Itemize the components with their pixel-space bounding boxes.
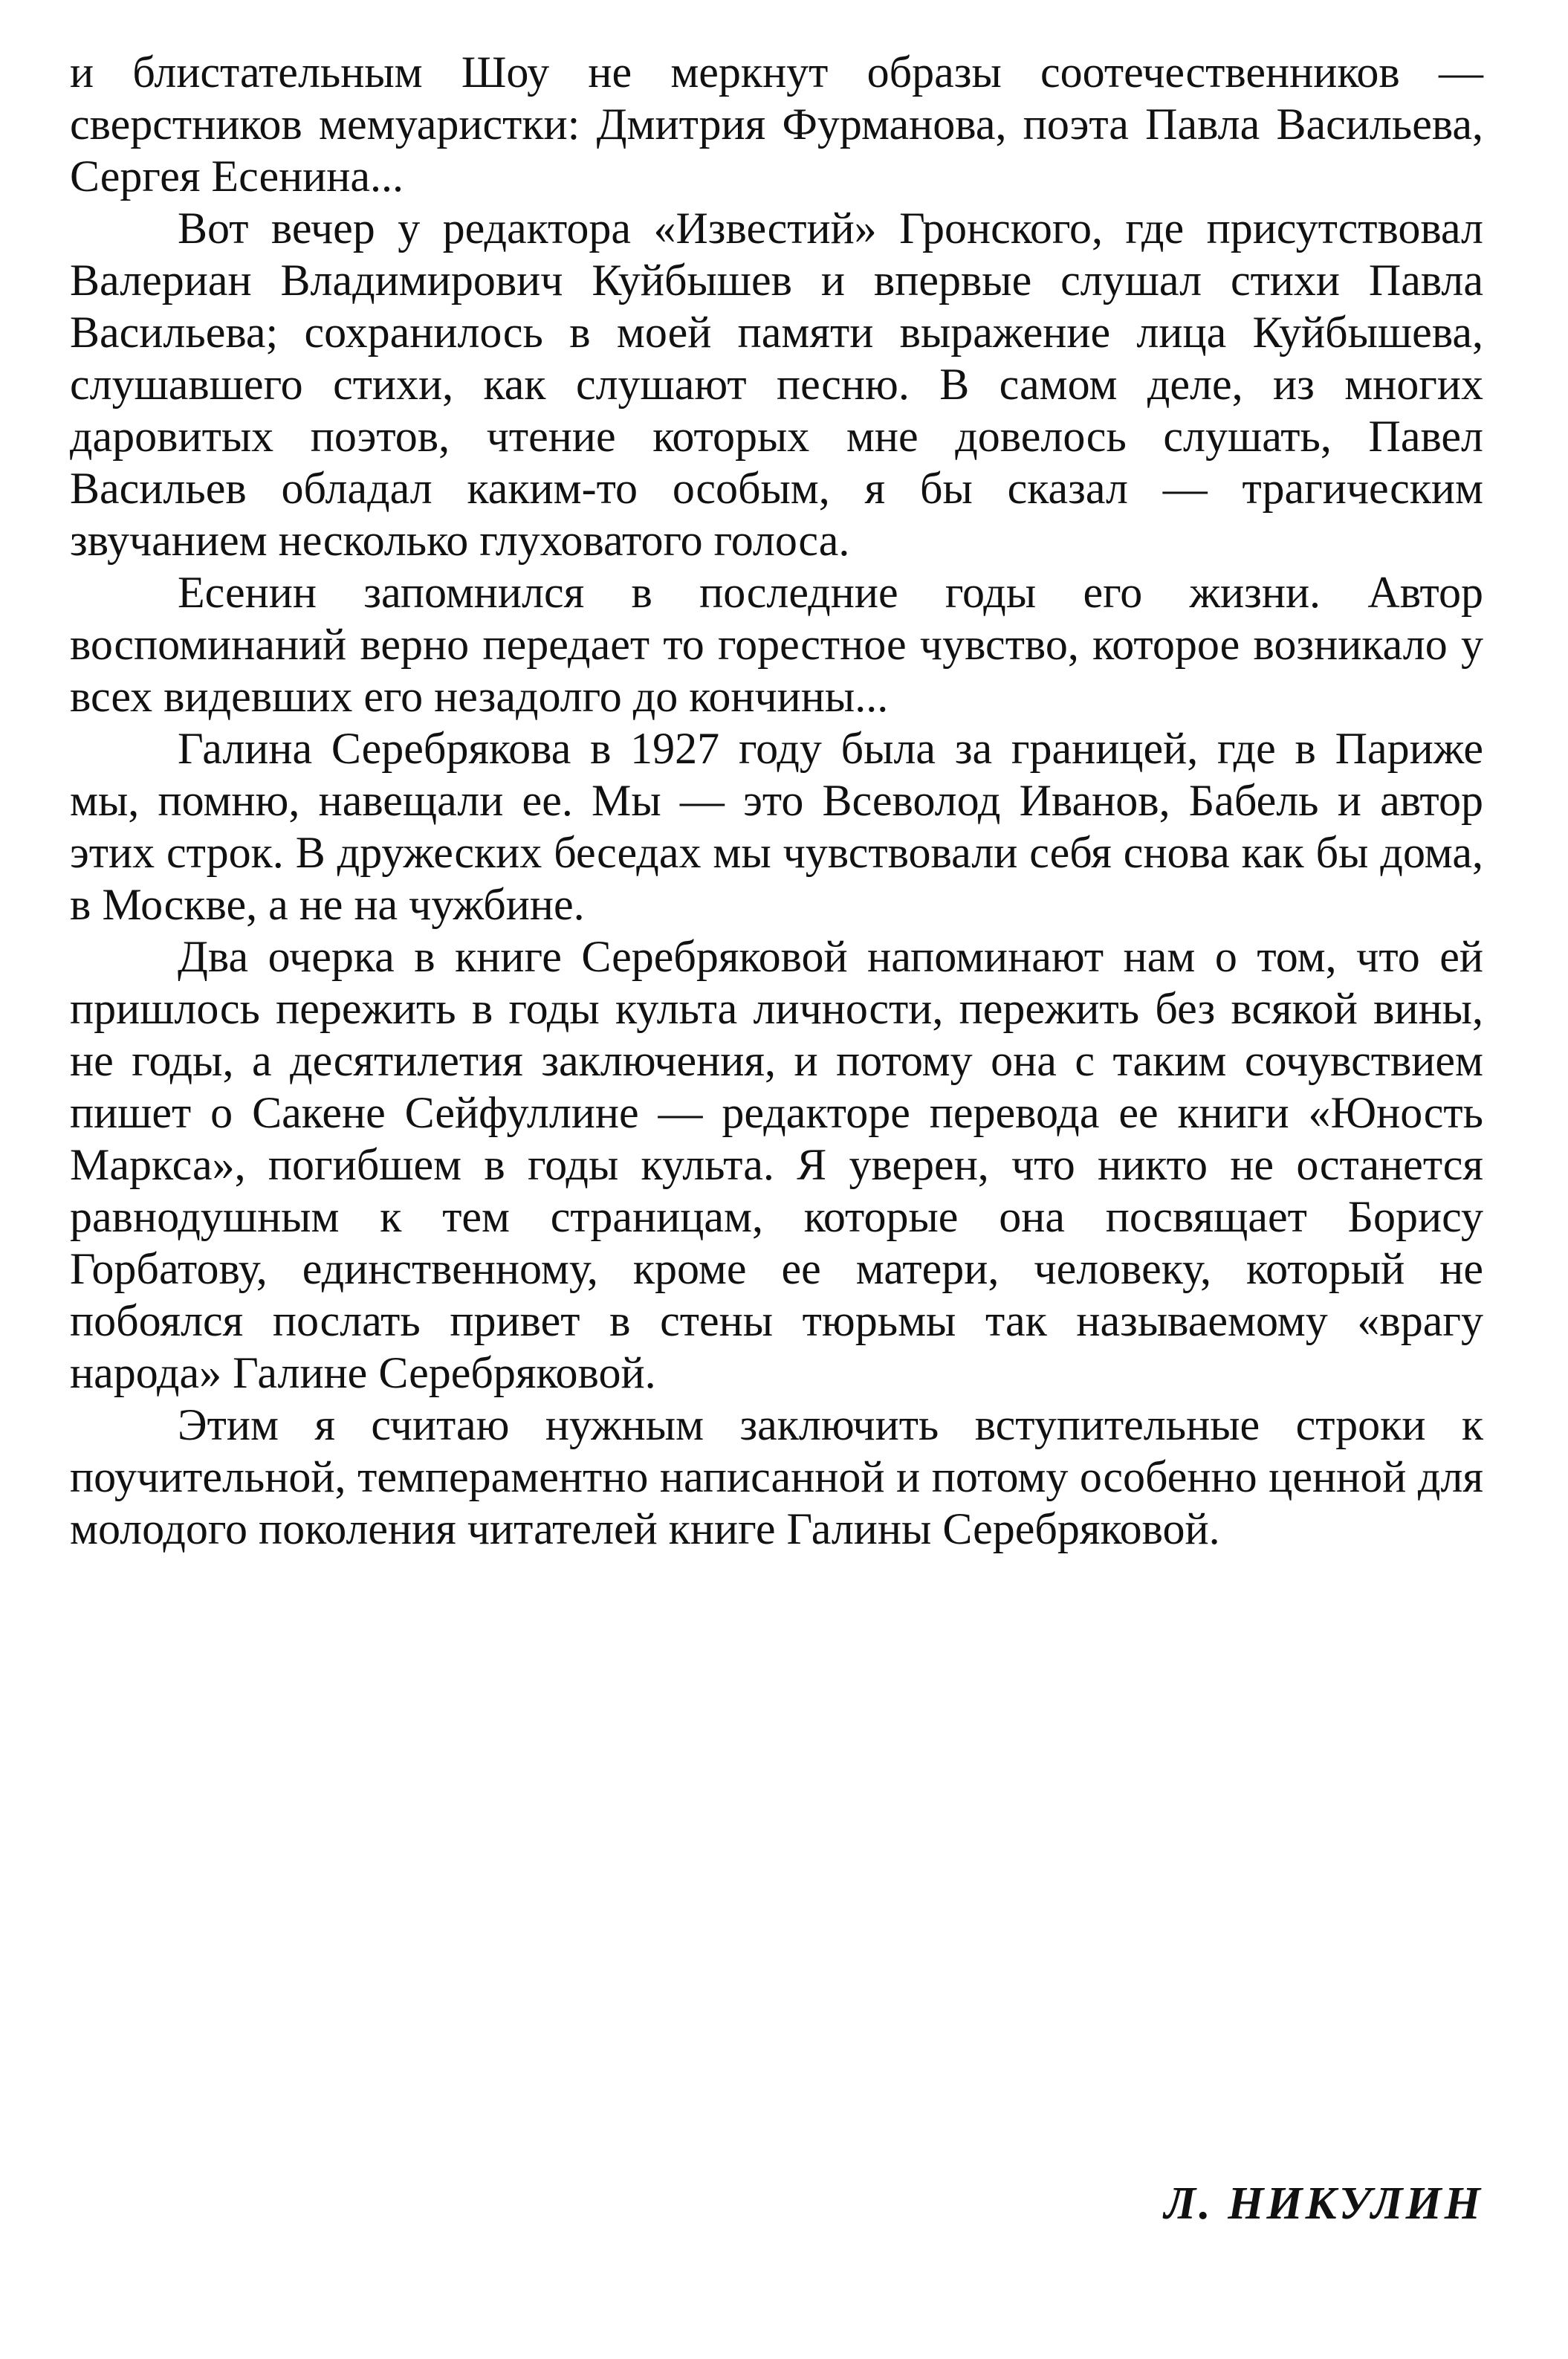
author-signature: Л. НИКУЛИН [1164,2178,1483,2229]
paragraph-6: Этим я считаю нужным заключить вступительные строки к поучительной, темпераментно написанной и потому особенно ценной для молодого поколения читателей книге Галины Серебряковой. [70,1400,1483,1553]
paragraph-1: и блистательным Шоу не меркнут образы соотечественников — сверстников мемуаристки: Дмитрия Фурманова, поэта Павла Васильева, Сергея Есенина... [70,48,1483,201]
paragraph-2: Вот вечер у редактора «Известий» Гронского, где присутствовал Валериан Владимирович Куйбышев и впервые слушал стихи Павла Васильева; сохранилось в моей памяти выражение лица Куйбышева, слушавшего стихи, как слушают песню. В самом деле, из многих даровитых поэтов, чтение которых мне довелось слушать, Павел Васильев обладал каким-то особым, я бы сказал — трагическим звучанием несколько глуховатого голоса. [70,204,1483,565]
paragraph-3: Есенин запомнился в последние годы его жизни. Автор воспоминаний верно передает то горестное чувство, которое возникало у всех видевших его незадолго до кончины... [70,568,1483,721]
paragraph-4: Галина Серебрякова в 1927 году была за границей, где в Париже мы, помню, навещали ее. Мы — это Всеволод Иванов, Бабель и автор этих строк. В дружеских беседах мы чувствовали себя снова как бы дома, в Москве, а не на чужбине. [70,724,1483,929]
paragraph-5: Два очерка в книге Серебряковой напоминают нам о том, что ей пришлось пережить в годы культа личности, пережить без всякой вины, не годы, а десятилетия заключения, и потому она с таким сочувствием пишет о Сакене Сейфуллине — редакторе перевода ее книги «Юность Маркса», погибшем в годы культа. Я уверен, что никто не останется равнодушным к тем страницам, которые она посвящает Борису Горбатову, единственному, кроме ее матери, человеку, который не побоялся послать привет в стены тюрьмы так называемому «врагу народа» Галине Серебряковой. [70,932,1483,1397]
document-page [70,46,1483,2229]
